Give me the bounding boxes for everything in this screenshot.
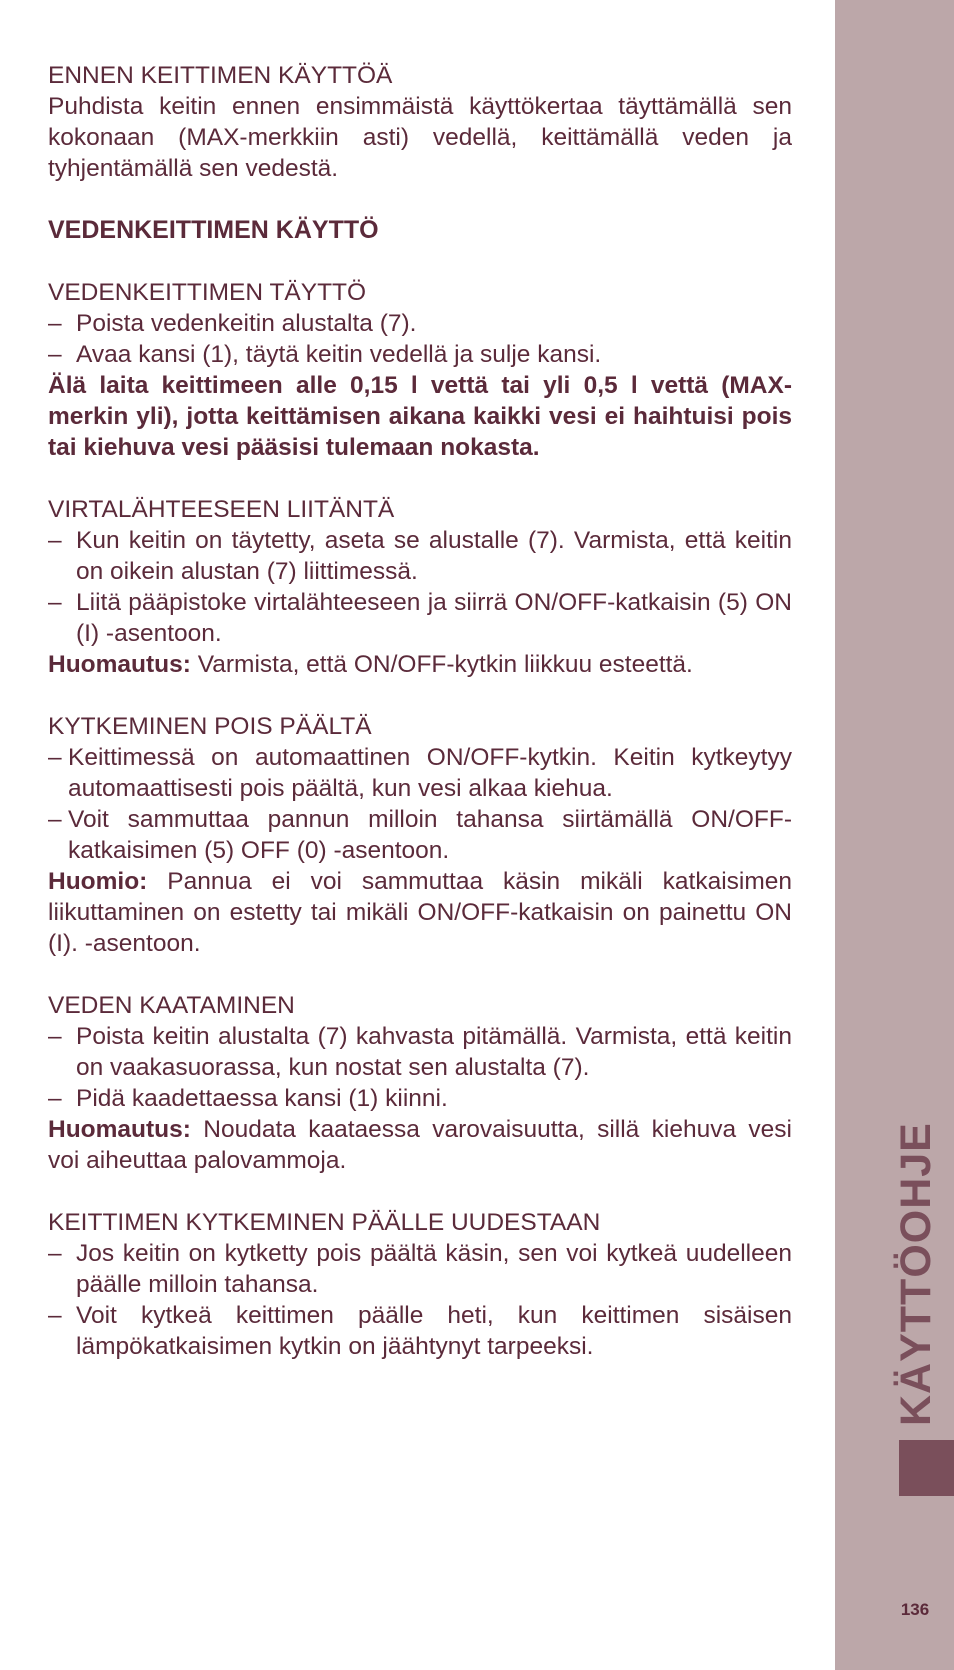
dash-bullet: – — [48, 806, 62, 833]
list-item: – Avaa kansi (1), täytä keitin vedellä ja sulje kansi. — [48, 341, 602, 368]
list-item: – Jos keitin on kytketty pois päältä käsin, sen voi kytkeä uudelleen päälle milloin tahansa. — [48, 1240, 792, 1298]
filling-warning: Älä laita keittimeen alle 0,15 l vettä tai yli 0,5 l vettä (MAX-merkin yli), jotta keittämisen aikana kaikki vesi ei haihtuisi pois tai kiehuva vesi pääsisi tulemaan nokasta. — [48, 372, 792, 461]
section-heading-filling: VEDENKEITTIMEN TÄYTTÖ — [48, 279, 367, 306]
dash-bullet: – — [48, 744, 62, 771]
section-heading-power: VIRTALÄHTEESEEN LIITÄNTÄ — [48, 496, 395, 523]
dash-bullet: – — [48, 1302, 62, 1329]
dash-bullet: – — [48, 341, 62, 368]
main-title: VEDENKEITTIMEN KÄYTTÖ — [48, 216, 379, 244]
sidebar-section-label: KÄYTTÖOHJE — [892, 1122, 940, 1426]
section-heading-switch-on-again: KEITTIMEN KYTKEMINEN PÄÄLLE UUDESTAAN — [48, 1209, 601, 1236]
dash-bullet: – — [48, 310, 62, 337]
list-item: – Voit sammuttaa pannun milloin tahansa siirtämällä ON/OFF-katkaisimen (5) OFF (0) -asentoon. — [48, 806, 792, 864]
section-heading-before-use: ENNEN KEITTIMEN KÄYTTÖÄ — [48, 62, 393, 89]
page-number: 136 — [900, 1600, 930, 1619]
note-label: Huomautus: — [48, 1116, 191, 1143]
page-content — [48, 60, 792, 1362]
note-label: Huomio: — [48, 868, 148, 895]
list-item: – Pidä kaadettaessa kansi (1) kiinni. — [48, 1085, 448, 1112]
section-heading-pouring: VEDEN KAATAMINEN — [48, 992, 295, 1019]
list-item: – Voit kytkeä keittimen päälle heti, kun keittimen sisäisen lämpökatkaisimen kytkin on jäähtynyt tarpeeksi. — [48, 1302, 792, 1360]
before-use-text: Puhdista keitin ennen ensimmäistä käyttökertaa täyttämällä sen kokonaan (MAX-merkkiin asti) vedellä, keittämällä veden ja tyhjentämällä sen vedestä. — [48, 93, 792, 182]
dash-bullet: – — [48, 1023, 62, 1050]
dash-bullet: – — [48, 589, 62, 616]
dash-bullet: – — [48, 1085, 62, 1112]
switch-off-note: Huomio: Pannua ei voi sammuttaa käsin mikäli katkaisimen liikuttaminen on estetty tai mikäli ON/OFF-katkaisin on painettu ON (I). -asentoon. — [48, 868, 792, 957]
power-note: Huomautus: Varmista, että ON/OFF-kytkin liikkuu esteettä. — [48, 651, 693, 678]
sidebar-tab-marker — [899, 1440, 954, 1496]
list-item: – Kun keitin on täytetty, aseta se alustalle (7). Varmista, että keitin on oikein alustan (7) liittimessä. — [48, 527, 792, 585]
pouring-note: Huomautus: Noudata kaataessa varovaisuutta, sillä kiehuva vesi voi aiheuttaa palovammoja. — [48, 1116, 792, 1174]
dash-bullet: – — [48, 527, 62, 554]
section-heading-switch-off: KYTKEMINEN POIS PÄÄLTÄ — [48, 713, 372, 740]
list-item: – Keittimessä on automaattinen ON/OFF-kytkin. Keitin kytkeytyy automaattisesti pois päältä, kun vesi alkaa kiehua. — [48, 744, 792, 802]
list-item: – Liitä pääpistoke virtalähteeseen ja siirrä ON/OFF-katkaisin (5) ON (I) -asentoon. — [48, 589, 792, 647]
note-label: Huomautus: — [48, 651, 191, 678]
list-item: – Poista keitin alustalta (7) kahvasta pitämällä. Varmista, että keitin on vaakasuorassa, kun nostat sen alustalta (7). — [48, 1023, 792, 1081]
list-item: – Poista vedenkeitin alustalta (7). — [48, 310, 417, 337]
dash-bullet: – — [48, 1240, 62, 1267]
